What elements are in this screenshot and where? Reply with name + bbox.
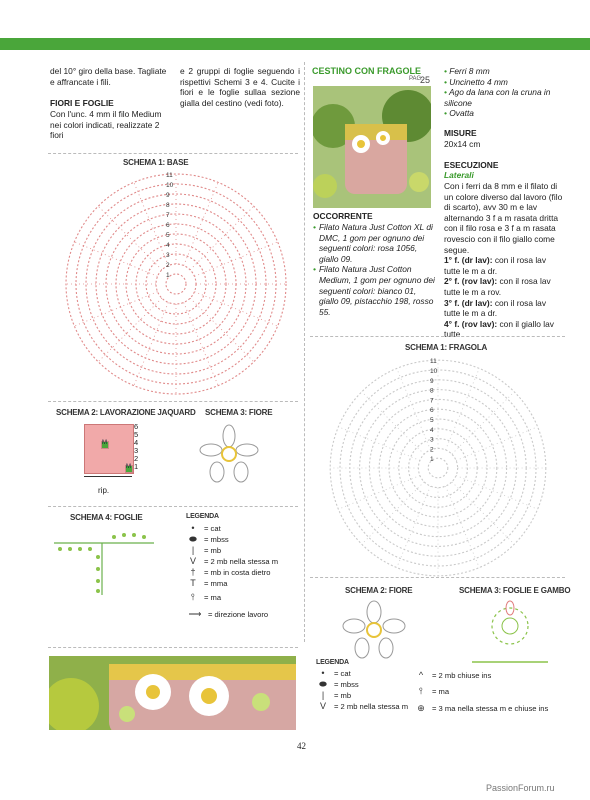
legend-row [186,567,278,578]
row-label: 4 [166,242,170,249]
legend-row [186,534,278,545]
dot-icon: • [191,523,195,533]
spoke [98,206,162,270]
spoke [98,298,162,362]
legend-row [316,679,408,690]
execution-row [444,298,564,319]
row-label: 6 [166,222,170,229]
ring [379,409,497,527]
bullet-icon: • [313,264,316,275]
base-row-labels [166,172,174,279]
legend-text: = mb [334,691,352,700]
materials-item [444,108,564,119]
ring [350,377,526,556]
caret-icon: ^ [418,670,424,680]
row-label: 3 [166,252,170,259]
row-label: 1 [166,272,170,279]
col2-text: e 2 gruppi di foglie seguendo i rispettivi Schemi 3 e 4. Cucite i fiori e le foglie sullaa sezione gialla del cestino (vedi foto). [180,66,300,108]
row-label: 7 [430,397,434,405]
jaquard-row-label: 1 [134,462,139,471]
jaquard-row-label: 4 [134,438,139,447]
misure-value: 20x14 cm [444,139,481,149]
legend-right [316,668,408,712]
ring [86,194,266,374]
spoke [362,392,424,454]
ring [399,426,477,507]
fiori-title: FIORI E FOGLIE [50,98,114,108]
spoke [190,298,254,362]
basket-photo [313,86,431,208]
fiore-diagram [197,422,261,486]
v-icon: V [189,556,196,566]
legend-right-2 [414,670,548,715]
fragola-rings [330,360,546,576]
materials-item-text: Uncinetto 4 mm [449,76,508,87]
jaquard-row-label: 5 [134,430,139,439]
oval-icon: ⬬ [319,679,327,689]
section-divider [48,401,298,402]
bar-icon: | [321,690,325,700]
legend-text: = 2 mb chiuse ins [432,671,492,680]
schema-fiore-title: SCHEMA 3: FIORE [205,408,273,417]
row-label: 4 [430,426,434,434]
fragola-row-labels [430,358,438,463]
esecuzione-title: ESECUZIONE [444,160,499,170]
materials-item-text: Ferri 8 mm [449,66,490,76]
legend-text: = 2 mb nella stessa m [204,557,279,566]
occorrente-item [313,222,435,264]
ring [418,448,457,487]
base-chart [58,168,294,400]
ring [126,234,226,334]
fiore2-diagram [340,598,408,660]
page-number: 42 [297,741,306,751]
watermark: PassionForum.ru [486,783,555,793]
row-label: 9 [430,377,434,385]
row-label: 11 [166,172,173,179]
jaquard-row-label: 3 [134,446,139,455]
legend-text: = mbss [334,680,359,689]
legend-left [186,523,278,623]
bullet-icon: • [444,66,450,76]
legend-text: = mma [204,579,228,588]
legend-row [414,701,548,715]
schema-fiore2-title: SCHEMA 2: FIORE [345,586,413,595]
occorrente-item-text: Filato Natura Just Cotton XL di DMC, 1 gom per ognuno dei seguenti colori: rosa 1056, giallo 09. [318,222,433,264]
materials-item-text: Ovatta [449,108,474,119]
legend-row [316,690,408,701]
materials-item-text: Ago da lana con la cruna in silicone [444,87,551,108]
row-label: 3 [430,436,434,444]
flowers-photo [49,656,296,730]
section-divider [48,506,298,507]
top-color-bar [0,38,590,50]
row-label: 5 [166,232,170,239]
jaquard-row-labels [134,423,138,471]
legend-row [186,578,278,589]
spoke [452,392,514,454]
schema-foglie-title: SCHEMA 4: FOGLIE [70,513,143,522]
row-text: con il rosa lav tutte le m a dr. [444,297,547,319]
row-label: 2 [166,262,170,269]
legend-row [414,670,548,681]
row-label: 8 [166,202,170,209]
row-label: 2° f. (rov lav): [444,276,498,287]
misure-title: MISURE [444,128,477,138]
row-label: 1 [430,456,434,464]
execution-row [444,276,564,297]
materials-list [444,66,564,119]
row-label: 8 [430,387,434,395]
execution-intro: Con i ferri da 8 mm e il filato di un colore diverso dal lavoro (filo di scarto), avv 30 m e lav alternando 3 f a m rasata dritta con il filo rosa e 3 f a m rasata rovescio con il filo giallo come segue. [444,181,563,255]
row-label: 6 [430,407,434,415]
legend-text: = direzione lavoro [208,610,269,619]
base-rings [66,174,286,394]
row-label: 10 [166,182,174,189]
back-loop-icon: † [190,567,196,577]
jaquard-m-label: M [126,464,131,470]
legend-left-title: LEGENDA [186,513,219,520]
page-ref-number: 25 [420,75,431,85]
legend-text: = cat [334,669,351,678]
legend-text: = mb in costa dietro [204,568,271,577]
project-title: CESTINO CON FRAGOLE [312,66,422,76]
row-label: 11 [430,358,437,366]
spoke [190,206,254,270]
legend-text: = ma [432,686,450,696]
jaquard-m-label: M [102,440,107,446]
repeat-bracket [84,476,132,477]
row-text: con il giallo lav tutte [444,318,554,340]
legend-row [186,589,278,606]
legend-row [186,545,278,556]
col1-intro: del 10° giro della base. Tagliate e affrancate i fili. [50,66,167,87]
execution-text [444,181,564,340]
bar-icon: | [191,545,195,555]
v-icon: V [319,701,326,711]
bullet-icon: • [444,76,450,87]
schema-base-title: SCHEMA 1: BASE [123,158,189,167]
legend-text: = mbss [204,535,229,544]
row-label: 3° f. (dr lav): [444,297,493,308]
ma-icon: ⫯ [191,592,195,602]
fragola-chart [320,356,556,578]
repeat-label: rip. [98,486,110,495]
section-divider [48,153,298,154]
legend-text: = mb [204,546,222,555]
arrow-icon: ⟶ [188,609,202,619]
legend-row [186,556,278,567]
occorrente-title: OCCORRENTE [313,211,373,221]
row-label: 7 [166,212,170,219]
foglie-gambo-diagram [470,598,550,670]
jaquard-grid [84,424,134,474]
legend-text: = ma [204,593,222,602]
cluster-icon: ⊕ [417,702,425,713]
occorrente-item-text: Filato Natura Just Cotton Medium, 1 gom per ognuno dei seguenti colori: bianco 01, giallo 09, pistacchio 198, rosso 55. [318,264,435,317]
row-text: con il rosa lav tutte le m a dr. [444,255,547,276]
dot-icon: • [321,668,325,678]
row-text: con il rosa lav tutte le m a rov. [444,276,551,297]
section-divider [310,336,565,337]
ring [360,387,517,547]
ring [156,264,196,304]
row-label: 5 [430,417,434,424]
row-label: 1° f. (dr lav): [444,255,493,266]
oval-icon: ⬬ [189,534,197,544]
spoke [362,482,424,544]
legend-row [316,701,408,712]
occorrente-list [313,222,435,317]
row-label: 2 [430,446,434,454]
row-label: 10 [430,368,438,375]
legend-row [186,606,278,623]
row-label: 9 [166,192,170,199]
page-ref-label: PAG. [409,76,423,82]
legend-row [316,668,408,679]
bullet-icon: • [444,87,449,98]
legend-row [186,523,278,534]
schema-jaquard-title: SCHEMA 2: LAVORAZIONE JAQUARD [56,408,196,417]
legend-row [414,681,548,701]
laterali-subtitle: Laterali [444,170,474,180]
section-divider [48,647,298,648]
occorrente-item [313,264,435,317]
fiori-text: Con l'unc. 4 mm il filo Medium nei colori indicati, realizzate 2 fiori [50,109,162,141]
flowers-photo-illustration [49,656,296,730]
foglie-diagram [50,525,160,600]
materials-item [444,77,564,88]
row-label: 4° f. (rov lav): [444,318,498,329]
legend-text: = 2 mb nella stessa m [334,702,409,711]
execution-row [444,255,564,276]
spoke [452,482,514,544]
ma-icon: ⫯ [419,685,423,696]
schema-fragola-title: SCHEMA 1: FRAGOLA [405,343,488,352]
mma-icon: T [190,578,196,588]
jaquard-row-label: 2 [134,454,139,463]
legend-text: = 3 ma nella stessa m e chiuse ins [432,703,549,713]
legend-right-title: LEGENDA [316,659,349,666]
materials-item [444,66,564,77]
bullet-icon: • [444,108,450,119]
basket-photo-illustration [313,86,431,208]
materials-item [444,87,564,108]
jaquard-row-label: 6 [134,422,139,431]
schema-foglie-gambo-title: SCHEMA 3: FOGLIE E GAMBO [459,586,571,595]
legend-text: = cat [204,524,221,533]
column-divider [304,62,305,642]
bullet-icon: • [313,222,316,232]
